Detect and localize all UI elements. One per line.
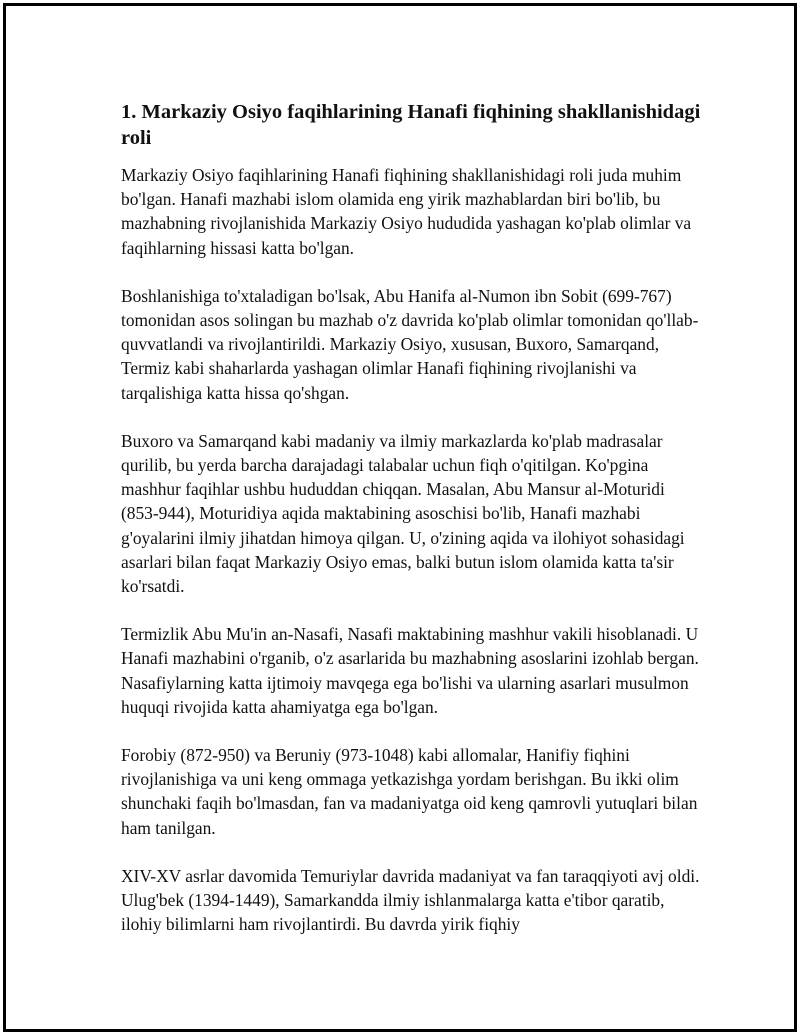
paragraph-intro: Markaziy Osiyo faqihlarining Hanafi fiqhining shakllanishidagi roli juda muhim bo'lgan. Hanafi mazhabi islom olamida eng yirik mazhablardan biri bo'lib, bu mazhabning rivojlanishida Markaziy Osiyo hududida yashagan ko'plab olimlar va faqihlarning hissasi katta bo'lgan. <box>121 165 692 258</box>
paragraph-farabi-biruni: Forobiy (872-950) va Beruniy (973-1048) kabi allomalar, Hanifiy fiqhini rivojlanishiga va uni keng ommaga yetkazishga yordam berishgan. Bu ikki olim shunchaki faqih bo'lmasdan, fan va madaniyatga oid keng qamrovli yutuqlari bilan ham tanilgan. <box>121 745 698 838</box>
paragraph-abu-hanifa: Boshlanishiga to'xtaladigan bo'lsak, Abu Hanifa al-Numon ibn Sobit (699-767) tomonidan asos solingan bu mazhab o'z davrida ko'plab olimlar tomonidan qo'llab-quvvatlandi va rivojlantirildi. Markaziy Osiyo, xususan, Buxoro, Samarqand, Termiz kabi shaharlarda yashagan olimlar Hanafi fiqhining rivojlanishi va tarqalishiga katta hissa qo'shgan. <box>121 285 699 403</box>
paragraph-bukhara-samarkand: Buxoro va Samarqand kabi madaniy va ilmiy markazlarda ko'plab madrasalar qurilib, bu yerda barcha darajadagi talabalar uchun fiqh o'qitilgan. Ko'pgina mashhur faqihlar ushbu hududdan chiqqan. Masalan, Abu Mansur al-Moturidi (853-944), Moturidiya aqida maktabining asoschisi bo'lib, Hanafi mazhabi g'oyalarini ilmiy jihatdan himoya qilgan. U, o'zining aqida va ilohiyot sohasidagi asarlari bilan faqat Markaziy Osiyo emas, balki butun islom olamida katta ta'sir ko'rsatdi. <box>121 430 685 597</box>
page-frame <box>3 3 797 1032</box>
document-body <box>121 99 701 960</box>
section-heading: 1. Markaziy Osiyo faqihlarining Hanafi fiqhining shakllanishidagi roli <box>121 101 701 149</box>
paragraph-timurids: XIV-XV asrlar davomida Temuriylar davrida madaniyat va fan taraqqiyoti avj oldi. Ulug'bek (1394-1449), Samarkandda ilmiy ishlanmalarga katta e'tibor qaratib, ilohiy bilimlarni ham rivojlantirdi. Bu davrda yirik fiqhiy <box>121 865 700 935</box>
paragraph-nasafi: Termizlik Abu Mu'in an-Nasafi, Nasafi maktabining mashhur vakili hisoblanadi. U Hanafi mazhabini o'rganib, o'z asarlarida bu mazhabning asoslarini izohlab bergan. Nasafiylarning katta ijtimoiy mavqega ega bo'lishi va ularning asarlari musulmon huquqi rivojida katta ahamiyatga ega bo'lgan. <box>121 624 699 717</box>
